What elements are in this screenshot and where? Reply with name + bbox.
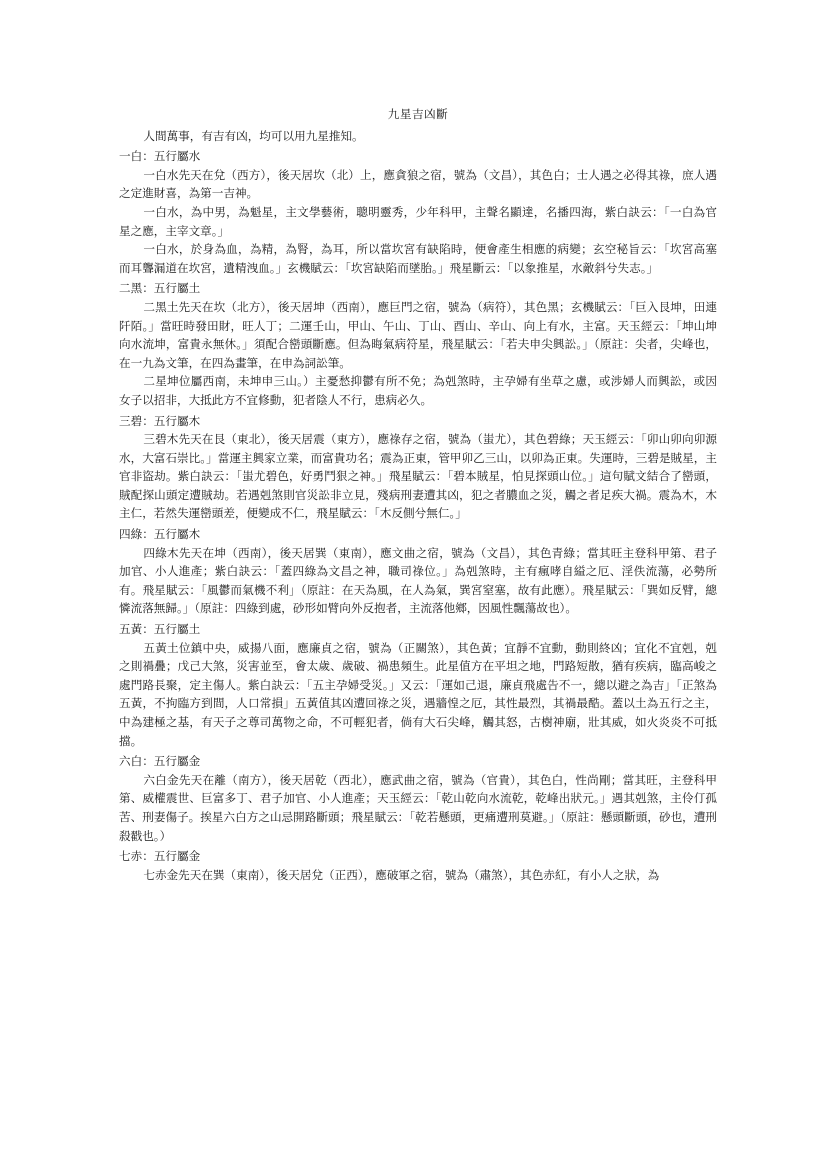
section-heading-4: 四綠：五行屬木 xyxy=(119,527,201,542)
section-heading-6: 六白：五行屬金 xyxy=(119,754,201,769)
paragraph: 二黑土先天在坎（北方），後天居坤（西南），應巨門之宿，號為（病符），其色黑；玄機賦云：「巨入艮坤，田連阡陌。」當旺時發田財，旺人丁；二運壬山，甲山、午山、丁山、酉山、辛山、向上有水，主富。天玉經云：「坤山坤向水流坤，富貴永無休。」須配合巒頭斷應。但為晦氣病符星，飛星賦云：「若夫申尖興訟。」（原註：尖者，尖峰也，在一九為文筆，在四為畫筆，在申為詞訟筆。 xyxy=(119,299,717,370)
section-heading-5: 五黃：五行屬土 xyxy=(119,622,201,637)
section-heading-2: 二黑：五行屬土 xyxy=(119,281,201,296)
paragraph: 七赤金先天在巽（東南），後天居兌（正西），應破軍之宿，號為（肅煞），其色赤紅，有小人之狀，為 xyxy=(143,867,660,882)
paragraph: 四綠木先天在坤（西南），後天居巽（東南），應文曲之宿，號為（文昌），其色青綠；當其旺主登科甲第、君子加官、小人進產；紫白訣云：「蓋四綠為文昌之神，職司祿位。」為剋煞時，主有瘋哮自縊之厄、淫佚流蕩，必勢所有。飛星賦云：「風鬱而氣機不利」（原註：在天為風，在人為氣，巽宮窒塞，故有此應）。飛星賦云：「巽如反臂，總憐流落無歸。」（原註：四綠到處，砂形如臂向外反抱者，主流落他鄉，因風性飄蕩故也）。 xyxy=(119,545,717,616)
paragraph: 二星坤位屬西南，未坤申三山。）主憂愁抑鬱有所不免；為剋煞時，主孕婦有坐草之慮，或涉婦人而興訟，或因女子以招非，大抵此方不宜修動，犯者陰人不行，患病必久。 xyxy=(119,374,717,407)
section-heading-7: 七赤：五行屬金 xyxy=(119,849,201,864)
paragraph: 一白水先天在兌（西方），後天居坎（北）上，應貪狼之宿，號為（文昌），其色白；士人遇之必得其祿，庶人遇之定進財喜，為第一吉神。 xyxy=(119,167,717,201)
intro-paragraph: 人間萬事，有吉有凶，均可以用九星推知。 xyxy=(143,128,364,143)
section-heading-3: 三碧：五行屬木 xyxy=(119,413,201,428)
page-title: 九星吉凶斷 xyxy=(387,107,449,121)
paragraph: 六白金先天在離（南方），後天居乾（西北），應武曲之宿，號為（官貴），其色白，性尚剛；當其旺，主登科甲第、威權震世、巨富多丁、君子加官、小人進產；天玉經云：「乾山乾向水流乾，乾峰出狀元。」遇其剋煞，主伶仃孤苦、刑妻傷子。挨星六白方之山忌開路斷頭；飛星賦云：「乾若懸頭，更痛遭刑莫避。」（原註：懸頭斷頭，砂也，遭刑殺戳也。） xyxy=(119,772,717,843)
section-heading-1: 一白：五行屬水 xyxy=(119,149,201,164)
paragraph: 三碧木先天在艮（東北），後天居震（東方），應祿存之宿，號為（蚩尤），其色碧綠；天玉經云：「卯山卯向卯源水，大富石崇比。」當運主興家立業，而富貴功名；震為正東，管甲卯乙三山，以卯為正東。失運時，三碧是賊星，主官非盜劫。紫白訣云：「蚩尤碧色，好勇鬥狠之神。」飛星賦云：「碧本賊星，怕見探頭山位。」這句賦文結合了巒頭，賊配探山頭定遭賊劫。若遇剋煞則官災訟非立見，殘病刑妻遭其凶，犯之者膿血之災，觸之者足疾大禍。震為木，木主仁，若然失運巒頭差，便變成不仁，飛星賦云：「木反側兮無仁。」 xyxy=(119,432,717,521)
paragraph: 五黃土位鎮中央，威揚八面，應廉貞之宿，號為（正關煞），其色黃；宜靜不宜動，動則終凶；宜化不宜剋，剋之則禍疊；戊己大煞，災害並至，會太歲、歲破、禍患頻生。此星值方在平坦之地，門路短散，猶有疾病，臨高峻之處門路長聚，定主傷人。紫白訣云：「五主孕婦受災。」又云：「運如己退，廉貞飛處告不一，總以避之為吉」「正煞為五黃，不拘臨方到間，人口常損」五黃值其凶遭回祿之災，遇牆惶之厄，其性最烈，其禍最酷。蓋以土為五行之主，中為建極之基，有天子之尊司萬物之命，不可輕犯者，倘有大石尖峰，觸其怒，古樹神廟，壯其威，如火炎炎不可抵擋。 xyxy=(119,640,717,748)
paragraph: 一白水，於身為血，為精，為腎，為耳，所以當坎宮有缺陷時，便會產生相應的病變；玄空秘旨云：「坎宮高塞而耳聾漏道在坎宮，遺精洩血。」玄機賦云：「坎宮缺陷而墜胎。」飛星斷云：「以象推星，水敵斜兮失志。」 xyxy=(119,242,717,275)
paragraph: 一白水，為中男，為魁星，主文學藝術，聰明靈秀，少年科甲，主聲名顯達，名播四海，紫白訣云：「一白為官星之應，主宰文章。」 xyxy=(119,204,717,238)
